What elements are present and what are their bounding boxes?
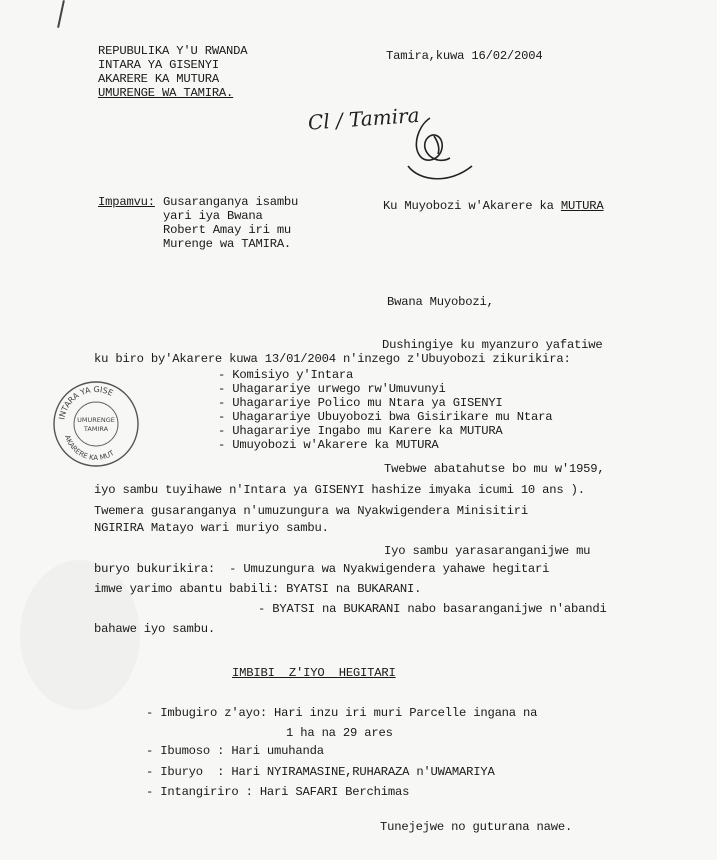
list-item: - Uhagarariye Ingabo mu Karere ka MUTURA <box>218 424 503 438</box>
subject-label: Impamvu: <box>98 195 155 209</box>
scan-mark <box>57 0 65 28</box>
stamp-center-1: UMURENGE <box>77 416 115 424</box>
para2-line-4: NGIRIRA Matayo wari muriyo sambu. <box>94 521 329 535</box>
list-item: - Uhagarariye Polico mu Ntara ya GISENYI <box>218 396 503 410</box>
handwritten-note: Cl / Tamira <box>307 102 421 135</box>
signature-icon <box>408 118 472 179</box>
para2-line-2: iyo sambu tuyihawe n'Intara ya GISENYI hashize imyaka icumi 10 ans ). <box>94 483 585 497</box>
section-title: IMBIBI Z'IYO HEGITARI <box>232 666 396 680</box>
list-item: - Iburyo : Hari NYIRAMASINE,RUHARAZA n'UWAMARIYA <box>146 765 495 779</box>
salutation: Bwana Muyobozi, <box>387 295 494 309</box>
list-item: - Uhagarariye urwego rw'Umuvunyi <box>218 382 446 396</box>
para2-line-1: Twebwe abatahutse bo mu w'1959, <box>384 462 605 476</box>
subject-line-4: Murenge wa TAMIRA. <box>163 237 292 251</box>
para3-line-1: Iyo sambu yarasaranganijwe mu <box>384 544 591 558</box>
closing-line: Tunejejwe no guturana nawe. <box>380 820 573 834</box>
list-item: - Ibumoso : Hari umuhanda <box>146 744 324 758</box>
recipient-prefix: Ku Muyobozi w'Akarere ka <box>383 199 561 213</box>
para1-line-2: ku biro by'Akarere kuwa 13/01/2004 n'inzego z'Ubuyobozi zikurikira: <box>94 352 571 366</box>
stamp-top-text: INTARA YA GISE <box>57 384 115 421</box>
subject-line-1: Gusaranganya isambu <box>163 195 299 209</box>
recipient-line <box>383 199 604 213</box>
list-item: - Uhagarariye Ubuyobozi bwa Gisirikare mu Ntara <box>218 410 553 424</box>
place-date: Tamira,kuwa 16/02/2004 <box>386 49 543 63</box>
list-item: - Imbugiro z'ayo: Hari inzu iri muri Parcelle ingana na <box>146 706 538 720</box>
stamp-center-2: TAMIRA <box>83 425 109 433</box>
subject-line-2: yari iya Bwana <box>163 209 263 223</box>
stamp-bottom-text: AKARERE KA MUT <box>63 434 116 463</box>
para3-line-3: imwe yarimo abantu babili: BYATSI na BUKARANI. <box>94 582 422 596</box>
list-item: - Umuyobozi w'Akarere ka MUTURA <box>218 438 439 452</box>
para3-line-4: - BYATSI na BUKARANI nabo basaranganijwe n'abandi <box>258 602 607 616</box>
header-province: INTARA YA GISENYI <box>98 58 219 72</box>
para3-line-5: bahawe iyo sambu. <box>94 622 215 636</box>
header-district: AKARERE KA MUTURA <box>98 72 219 86</box>
list-item: - Komisiyo y'Intara <box>218 368 354 382</box>
official-stamp <box>50 378 142 470</box>
para1-line-1: Dushingiye ku myanzuro yafatiwe <box>382 338 603 352</box>
handwritten-annotation <box>300 96 500 186</box>
header-republic: REPUBULIKA Y'U RWANDA <box>98 44 248 58</box>
para2-line-3: Twemera gusaranganya n'umuzungura wa Nyakwigendera Minisitiri <box>94 504 528 518</box>
recipient-district: MUTURA <box>560 199 604 213</box>
subject-line-3: Robert Amay iri mu <box>163 223 292 237</box>
list-item: - Intangiriro : Hari SAFARI Berchimas <box>146 785 410 799</box>
list-item: 1 ha na 29 ares <box>286 726 393 740</box>
header-sector: UMURENGE WA TAMIRA. <box>98 86 234 100</box>
para3-line-2: buryo bukurikira: - Umuzungura wa Nyakwigendera yahawe hegitari <box>94 562 550 576</box>
